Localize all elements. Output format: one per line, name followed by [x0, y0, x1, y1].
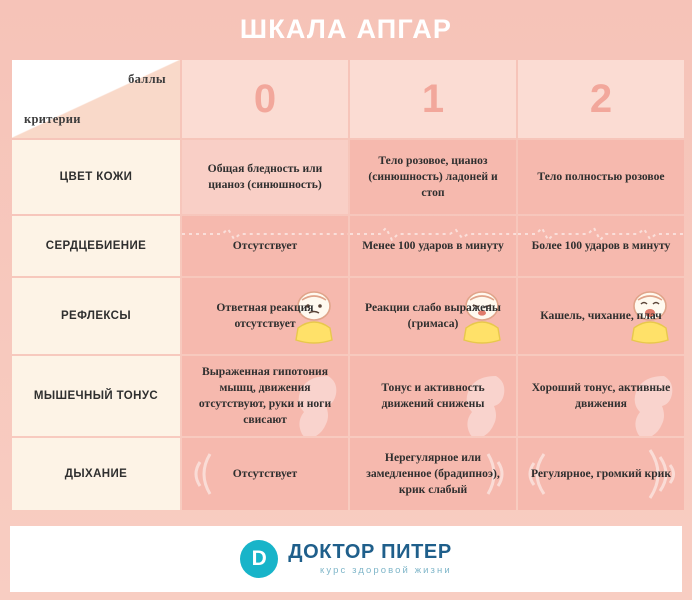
criteria-label: критерии [24, 112, 81, 126]
cell-muscle-tone-1: Тонус и активность движений снижены [350, 356, 516, 436]
cell-reflexes-0: Ответная реакция отсутствует [182, 278, 348, 354]
cell-muscle-tone-0: Выраженная гипотония мышц, движения отсутствуют, руки и ноги свисают [182, 356, 348, 436]
table-row-reflexes [12, 278, 684, 354]
brand-tagline: курс здоровой жизни [320, 565, 452, 577]
footer-logo-bar [10, 526, 682, 592]
criterion-label-skin-color: ЦВЕТ КОЖИ [12, 140, 180, 214]
points-label: баллы [128, 72, 166, 86]
header-corner-cell [12, 60, 180, 138]
baby-face-icon [288, 288, 340, 344]
cell-heartbeat-1: Менее 100 ударов в минуту [350, 216, 516, 276]
cell-breathing-0: Отсутствует [182, 438, 348, 510]
cell-muscle-tone-2: Хороший тонус, активные движения [518, 356, 684, 436]
cell-skin-color-1: Тело розовое, цианоз (синюшность) ладоней и стоп [350, 140, 516, 214]
sound-wave-icon [188, 446, 218, 502]
title-bar [0, 0, 692, 58]
cell-heartbeat-2: Более 100 ударов в минуту [518, 216, 684, 276]
apgar-table [10, 58, 686, 512]
logo-circle-icon [240, 540, 278, 578]
brand-text [288, 542, 452, 576]
fetus-silhouette-icon [634, 370, 680, 436]
page-title: ШКАЛА АПГАР [239, 13, 453, 44]
cell-heartbeat-0: Отсутствует [182, 216, 348, 276]
table-row-skin-color [12, 140, 684, 214]
criterion-label-reflexes: РЕФЛЕКСЫ [12, 278, 180, 354]
cell-skin-color-0: Общая бледность или цианоз (синюшность) [182, 140, 348, 214]
score-header-0: 0 [182, 60, 348, 138]
score-header-1: 1 [350, 60, 516, 138]
score-header-2: 2 [518, 60, 684, 138]
cell-reflexes-2: Кашель, чихание, плач [518, 278, 684, 354]
baby-face-grimace-icon [456, 288, 508, 344]
criterion-label-breathing: ДЫХАНИЕ [12, 438, 180, 510]
table-header-row [12, 60, 684, 138]
logo-letter: D [251, 547, 267, 570]
table-row-breathing [12, 438, 684, 510]
cell-breathing-1: Нерегулярное или замедленное (брадипноэ), крик слабый [350, 438, 516, 510]
brand-name: ДОКТОР ПИТЕР [288, 541, 452, 564]
cell-reflexes-1: Реакции слабо выражены (гримаса) [350, 278, 516, 354]
apgar-table-wrapper [10, 58, 682, 512]
table-row-heartbeat [12, 216, 684, 276]
brand-logo[interactable] [240, 540, 452, 578]
criterion-label-heartbeat: СЕРДЦЕБИЕНИЕ [12, 216, 180, 276]
criterion-label-muscle-tone: МЫШЕЧНЫЙ ТОНУС [12, 356, 180, 436]
cell-skin-color-2: Тело полностью розовое [518, 140, 684, 214]
cell-breathing-2: Регулярное, громкий крик [518, 438, 684, 510]
table-row-muscle-tone [12, 356, 684, 436]
